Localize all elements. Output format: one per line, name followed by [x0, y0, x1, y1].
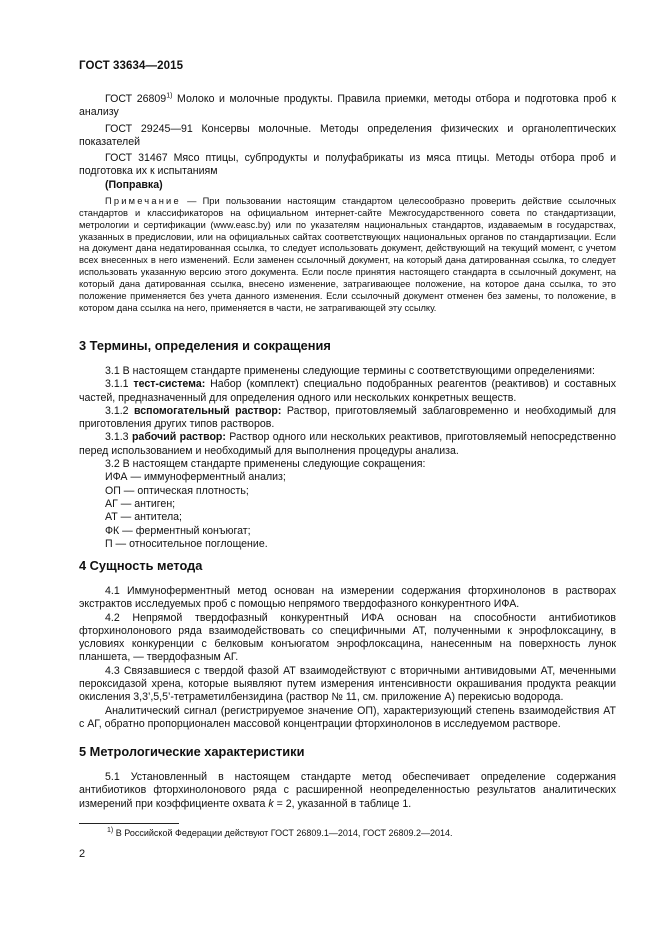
- paragraph-4-1: 4.1 Иммуноферментный метод основан на измерении содержания фторхинолонов в растворах экстрактов исследуемых проб с помощью непрямого твердофазного конкурентного ИФА.: [79, 585, 616, 611]
- section-5-title: 5 Метрологические характеристики: [79, 744, 305, 759]
- term: тест-система:: [133, 378, 206, 391]
- reference-item: ГОСТ 29245—91 Консервы молочные. Методы определения физических и органолептических показателей: [79, 122, 616, 148]
- term: рабочий раствор:: [131, 431, 226, 444]
- paragraph-4-2: 4.2 Непрямой твердофазный конкурентный ИФА основан на способности антибиотиков фторхинолонового ряда взаимодействовать со специфичными АТ, полученными к энрофлоксацину, в условиях конкуренции с белковым конъюгатом энрофлоксацина, нанесенным на поверхность лунок планшета, — твердофазным АГ.: [79, 611, 616, 664]
- abbreviation-item: ФК — ферментный конъюгат;: [105, 524, 251, 537]
- paragraph-5-1: 5.1 Установленный в настоящем стандарте метод обеспечивает определение содержания антибиотиков фторхинолонового ряда с расширенной неопределенностью результатов аналитических измерений при коэффициенте охвата k = 2, указанной в таблице 1.: [79, 771, 616, 810]
- term: вспомогательный раствор:: [134, 404, 282, 417]
- paragraph-3-2: 3.2 В настоящем стандарте применены следующие сокращения:: [105, 458, 426, 471]
- footnote-separator: [79, 823, 179, 824]
- footnote: $^{1)}$ В Российской Федерации действуют ГОСТ 26809.1—2014, ГОСТ 26809.2—2014.: [107, 827, 453, 838]
- abbreviation-item: ОП — оптическая плотность;: [105, 484, 249, 497]
- abbreviation-item: АГ — антиген;: [105, 497, 176, 510]
- paragraph-3-1-3: 3.1.3 рабочий раствор: Раствор одного или нескольких реактивов, приготовляемый непосредственно перед использованием и необходимый для выполнения процедуры анализа.: [79, 431, 616, 457]
- section-3-title: 3 Термины, определения и сокращения: [79, 338, 331, 353]
- references-block: [79, 93, 616, 315]
- note-paragraph: Примечание — При пользовании настоящим стандартом целесообразно проверить действие ссылочных стандартов и классификаторов на официальном интернет-сайте Межгосударственного совета по стандартизации, метрологии и сертификации (www.easc.by) или по указателям национальных стандартов, издаваемым в государствах, указанных в предисловии, или на официальных сайтах соответствующих национальных органов по стандартизации. Если на документ дана недатированная ссылка, то следует использовать документ, действующий на текущий момент, с учетом всех внесенных в него изменений. Если заменен ссылочный документ, на который дана датированная ссылка, то следует использовать указанную версию этого документа. Если после принятия настоящего стандарта в ссылочный документ, на который дана датированная ссылка, внесено изменение, затрагивающее положение, на которое дана ссылка, то это положение применяется без учета данного изменения. Если ссылочный документ отменен без замены, то положение, в котором дана ссылка на него, применяется в части, не затрагивающей эту ссылку.: [79, 196, 616, 313]
- abbreviation-item: ИФА — иммуноферментный анализ;: [105, 471, 286, 484]
- section-4-title: 4 Сущность метода: [79, 558, 203, 573]
- abbreviation-item: АТ — антитела;: [105, 511, 182, 524]
- note-label: Примечание: [105, 196, 181, 207]
- reference-item: ГОСТ 26809$^{1)}$ Молоко и молочные продукты. Правила приемки, методы отбора и подготовка проб к анализу: [79, 92, 616, 119]
- paragraph-3-1-2: 3.1.2 вспомогательный раствор: Раствор, приготовляемый заблаговременно и необходимый для приготовления других типов растворов.: [79, 404, 616, 431]
- paragraph-4-3-note: Аналитический сигнал (регистрируемое значение ОП), характеризующий степень взаимодействия АТ с АГ, обратно пропорционален массовой концентрации фторхинолонов в исследуемом растворе.: [79, 704, 616, 730]
- reference-item: ГОСТ 31467 Мясо птицы, субпродукты и полуфабрикаты из мяса птицы. Методы отбора проб и подготовка их к испытаниям: [79, 152, 616, 178]
- paragraph-3-1: 3.1 В настоящем стандарте применены следующие термины с соответствующими определениями:: [105, 365, 595, 377]
- paragraph-4-3: 4.3 Связавшиеся с твердой фазой АТ взаимодействуют с вторичными антивидовыми АТ, меченными пероксидазой хрена, которые выявляют путем измерения интенсивности окрашивания продукта реакции окисления 3,3’,5,5’-тетраметилбензидина (раствор № 11, см. приложение А) перекисью водорода.: [79, 664, 616, 704]
- abbreviation-item: П — относительное поглощение.: [105, 537, 268, 550]
- section-4: [79, 558, 616, 731]
- document-header-code: ГОСТ 33634—2015: [79, 60, 184, 72]
- section-3: [79, 338, 616, 551]
- page-number: 2: [79, 848, 86, 860]
- paragraph-3-1-1: 3.1.1 тест-система: Набор (комплект) специально подобранных реагентов (реактивов) и составных частей, предназначенный для определения одного или нескольких конкретных веществ.: [79, 378, 616, 404]
- section-5: [79, 744, 616, 811]
- amendment-mark: (Поправка): [105, 178, 163, 191]
